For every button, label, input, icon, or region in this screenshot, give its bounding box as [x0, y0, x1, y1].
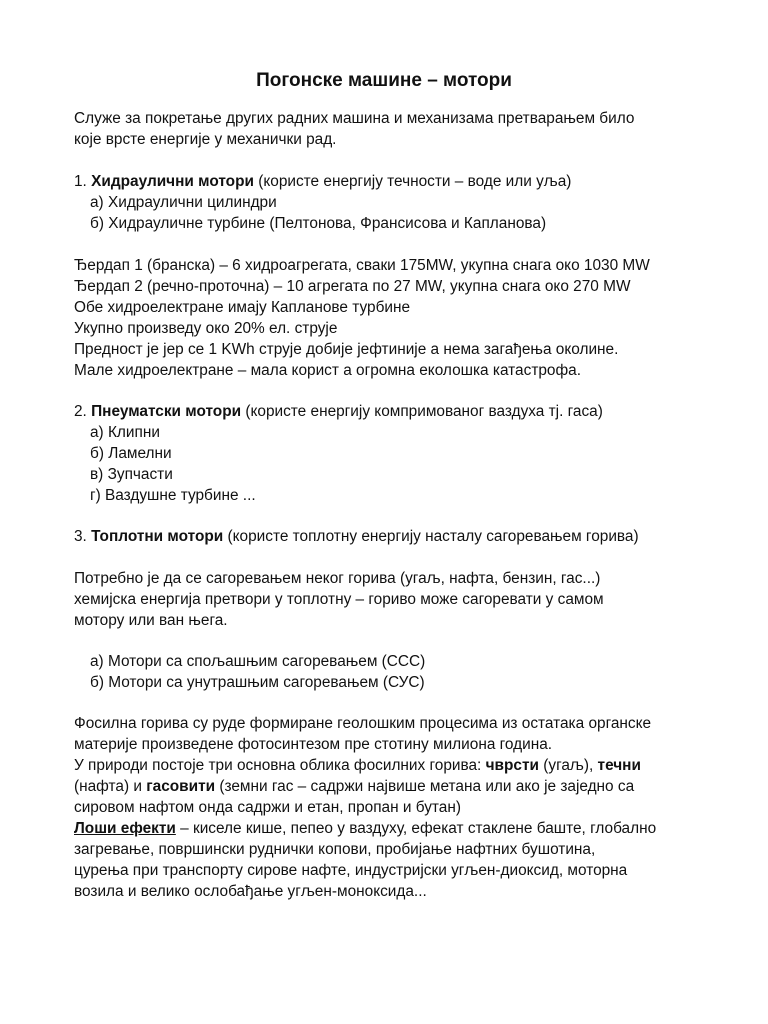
fossil-line-text: (земни гас – садржи највише метана или ако је заједно са — [215, 778, 635, 795]
bad-effects-line: загревање, површински руднички копови, пробијање нафтних бушотина, — [74, 841, 596, 858]
fossil-line: материје произведене фотосинтезом пре стотину милиона година. — [74, 736, 553, 753]
fossil-line-text: (нафта) и — [74, 778, 147, 795]
section3-description: (користе топлотну енергију насталу сагоревањем горива) — [223, 528, 639, 545]
fossil-line: Фосилна горива су руде формиране геолошким процесима из остатака органске — [74, 715, 652, 732]
bad-effects-line: цурења при транспорту сирове нафте, индустријски угљен-диоксид, моторна — [74, 862, 628, 879]
section1-description: (користе енергију течности – воде или уља) — [253, 173, 572, 190]
intro-line: које врсте енергије у механички рад. — [74, 131, 337, 148]
list-item: а) Мотори са спољашњим сагоревањем (ССС) — [90, 653, 426, 670]
bad-effects-line — [74, 818, 734, 839]
fossil-line: сировом нафтом онда садржи и етан, пропан и бутан) — [74, 799, 461, 816]
paragraph-line: Потребно је да се сагоревањем неког горива (угаљ, нафта, бензин, гас...) — [74, 570, 601, 587]
paragraph-line: хемијска енергија претвори у топлотну – гориво може сагоревати у самом — [74, 591, 604, 608]
section1-heading: Хидраулични мотори — [91, 173, 254, 190]
fossil-line — [74, 755, 734, 776]
bad-effects-label: Лоши ефекти — [74, 820, 176, 837]
note-line: Мале хидроелектране – мала корист а огромна еколошка катастрофа. — [74, 362, 581, 379]
solid-note: (угаљ), — [538, 757, 598, 774]
note-line: Обе хидроелектране имају Капланове турбине — [74, 299, 411, 316]
note-line: Ђердап 1 (бранска) – 6 хидроагрегата, сваки 175MW, укупна снага око 1030 MW — [74, 257, 650, 274]
section3-number: 3. — [74, 528, 92, 545]
note-line: Предност је јер се 1 KWh струје добије јефтиније а нема загађења околине. — [74, 341, 619, 358]
fossil-line-text: У природи постоје три основна облика фосилних горива: — [74, 757, 486, 774]
list-item: а) Клипни — [90, 424, 160, 441]
note-line: Укупно произведу око 20% ел. струје — [74, 320, 338, 337]
paragraph-line: мотору или ван њега. — [74, 612, 228, 629]
section2-heading: Пнеуматски мотори — [91, 403, 242, 420]
page-title: Погонске машине – мотори — [256, 70, 512, 91]
section1-heading-line — [74, 171, 734, 192]
list-item: б) Ламелни — [90, 445, 172, 462]
solid-term: чврсти — [485, 757, 539, 774]
list-item: а) Хидраулични цилиндри — [90, 194, 277, 211]
list-item: б) Хидрауличне турбине (Пелтонова, Франсисова и Капланова) — [90, 215, 547, 232]
list-item: б) Мотори са унутрашњим сагоревањем (СУС) — [90, 674, 425, 691]
section2-number: 2. — [74, 403, 92, 420]
intro-line: Служе за покретање других радних машина и механизама претварањем било — [74, 110, 635, 127]
gas-term: гасовити — [146, 778, 216, 795]
section2-description: (користе енергију компримованог ваздуха тј. гаса) — [241, 403, 603, 420]
section3-heading: Топлотни мотори — [91, 528, 224, 545]
list-item: в) Зупчасти — [90, 466, 173, 483]
bad-effects-text: – киселе кише, пепео у ваздуху, ефекат стаклене баште, глобално — [175, 820, 657, 837]
note-line: Ђердап 2 (речно-проточна) – 10 агрегата по 27 MW, укупна снага око 270 MW — [74, 278, 631, 295]
section2-heading-line — [74, 401, 734, 422]
fossil-line — [74, 776, 734, 797]
list-item: г) Ваздушне турбине ... — [90, 487, 256, 504]
liquid-term: течни — [597, 757, 641, 774]
section1-number: 1. — [74, 173, 92, 190]
section3-heading-line — [74, 526, 734, 547]
bad-effects-line: возила и велико ослобађање угљен-моноксида... — [74, 883, 427, 900]
